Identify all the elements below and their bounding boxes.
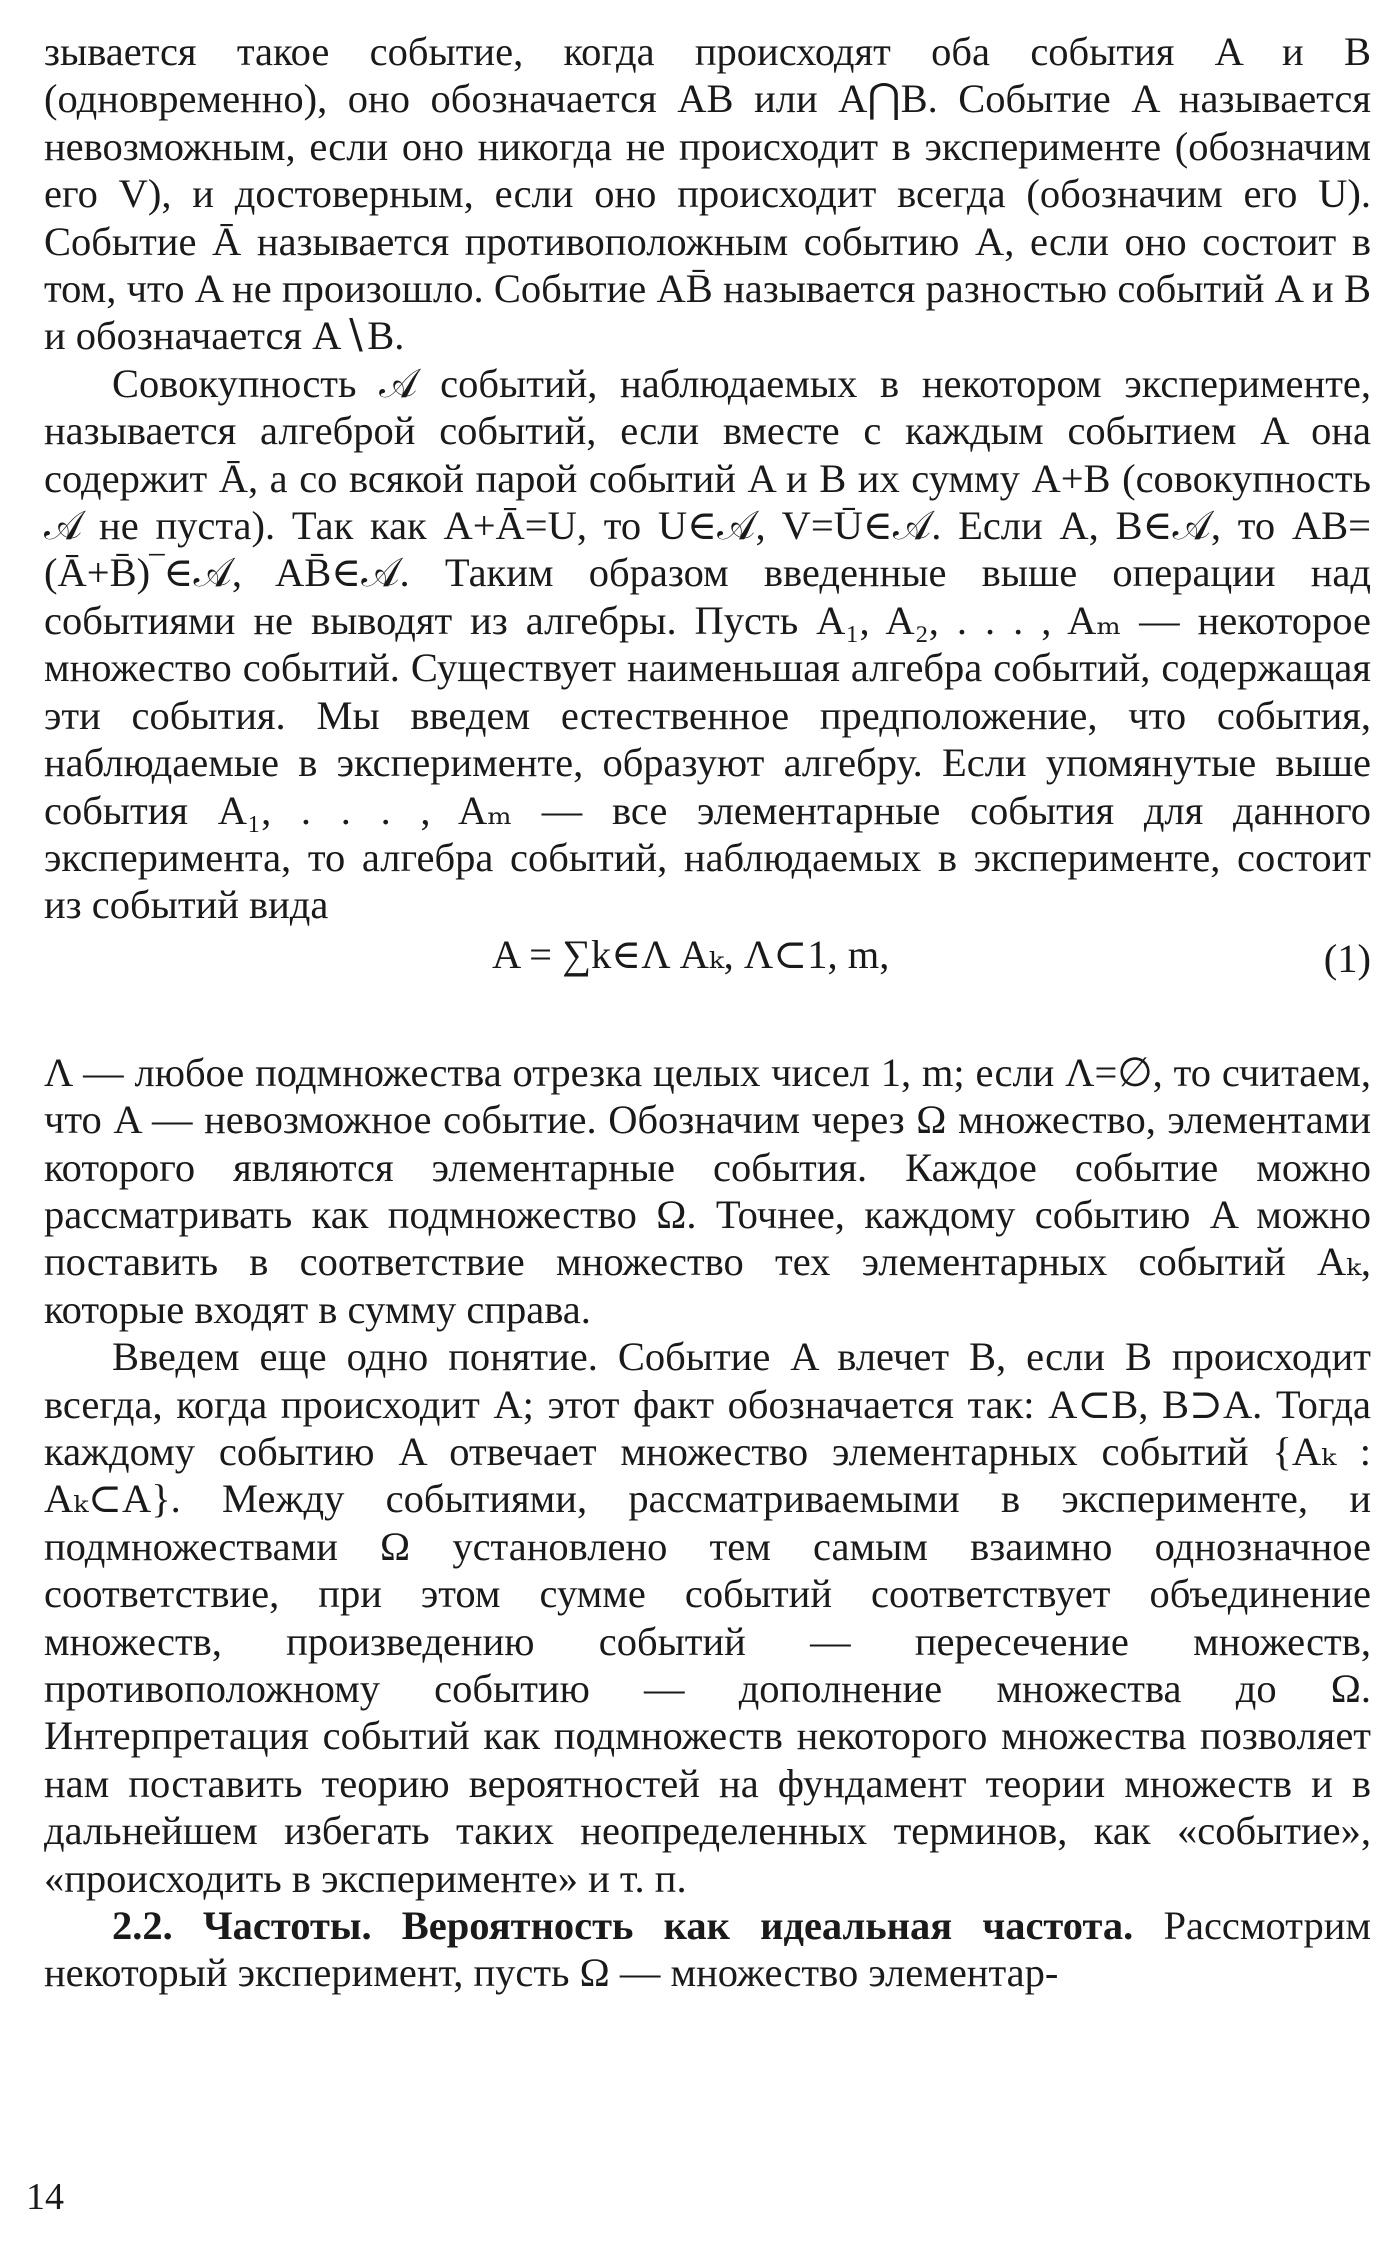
section-text: Рассмотрим некоторый эксперимент, пусть Ω — множество элементар-: [44, 1903, 1371, 1996]
formula-number: (1): [1323, 935, 1371, 981]
paragraph-lambda-subset: Λ — любое подмножества отрезка целых чисел 1, m; если Λ=∅, то считаем, что A — невозможное событие. Обозначим через Ω множество, элементами которого являются элементарные события. Каждое событие можно рассматривать как подмножество Ω. Точнее, каждому событию A можно поставить в соответствие множество тех элементарных событий Aₖ, которые входят в сумму справа.: [44, 1049, 1371, 1332]
paragraph-implication: Введем еще одно понятие. Событие A влечет B, если B происходит всегда, когда происходит A; этот факт обозначается так: A⊂B, B⊃A. Тогда каждому событию A отвечает множество элементарных событий {Aₖ : Aₖ⊂A}. Между событиями, рассматриваемыми в эксперименте, и подмножествами Ω установлено тем самым взаимно однозначное соответствие, при этом сумме событий соответствует объединение множеств, произведению событий — пересечение множеств, противоположному событию — дополнение множества до Ω. Интерпретация событий как подмножеств некоторого множества позволяет нам поставить теорию вероятностей на фундамент теории множеств и в дальнейшем избегать таких неопределенных терминов, как «событие», «происходить в эксперименте» и т. п.: [44, 1334, 1371, 1901]
page-number: 14: [26, 2176, 64, 2218]
paragraph-algebra-of-events: Совокупность 𝒜 событий, наблюдаемых в некотором эксперименте, называется алгеброй событий, если вместе с каждым событием A она содержит Ā, а со всякой парой событий A и B их сумму A+B (совокупность 𝒜 не пуста). Так как A+Ā=U, то U∈𝒜, V=Ū∈𝒜. Если A, B∈𝒜, то AB=(Ā+B̄)‾∈𝒜, AB̄∈𝒜. Таким образом введенные выше операции над событиями не выводят из алгебры. Пусть A₁, A₂, . . . , Aₘ — некоторое множество событий. Существует наименьшая алгебра событий, содержащая эти события. Мы введем естественное предположение, что события, наблюдаемые в эксперименте, образуют алгебру. Если упомянутые выше события A₁, . . . , Aₘ — все элементарные события для данного эксперимента, то алгебра событий, наблюдаемых в эксперименте, состоит из событий вида: [44, 360, 1371, 928]
formula-1: A = ∑k∈Λ Aₖ, Λ⊂1, m,: [492, 931, 890, 977]
formula-block: [44, 929, 1371, 1049]
page-body: [44, 28, 1371, 1997]
paragraph-events-definitions: зывается такое событие, когда происходят оба события A и B (одновременно), оно обозначается AB или A⋂B. Событие A называется невозможным, если оно никогда не происходит в эксперименте (обозначим его V), и достоверным, если оно происходит всегда (обозначим его U). Событие Ā называется противоположным событию A, если оно состоит в том, что A не произошло. Событие AB̄ называется разностью событий A и B и обозначается A∖B.: [44, 29, 1371, 359]
section-heading: 2.2. Частоты. Вероятность как идеальная частота.: [112, 1903, 1134, 1949]
section-2-2: [44, 1902, 1371, 1997]
